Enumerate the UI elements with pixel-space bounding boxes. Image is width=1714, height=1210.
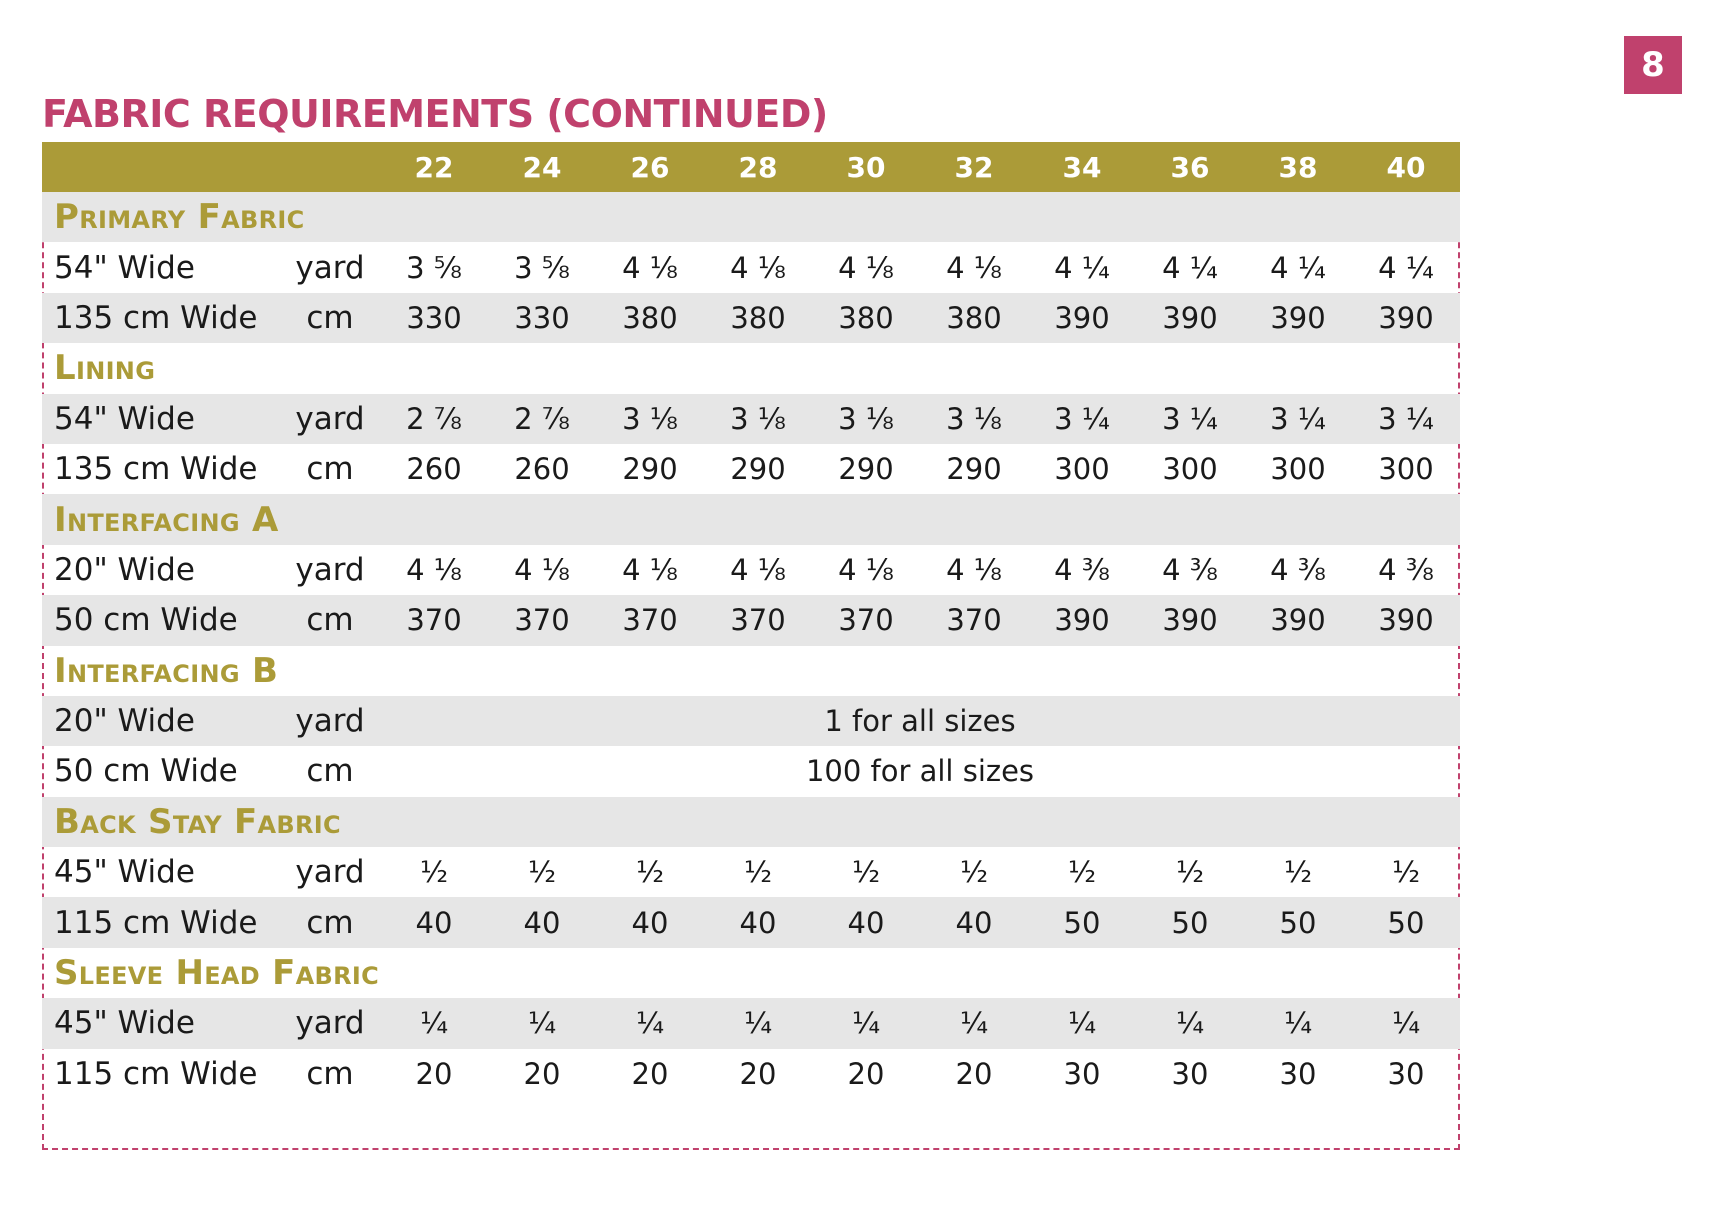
size-value-cell: 300 — [1270, 452, 1326, 487]
size-header: 24 — [522, 150, 562, 184]
size-value-cell: 20 — [739, 1056, 777, 1091]
size-value-cell: 390 — [1378, 603, 1434, 638]
size-value-cell: 30 — [1279, 1056, 1317, 1091]
size-value-cell: 370 — [838, 603, 894, 638]
row-unit: cm — [306, 602, 354, 639]
size-value-cell: 2 ⅞ — [406, 401, 462, 436]
size-value-cell: 4 ⅛ — [838, 250, 894, 285]
row-label: 50 cm Wide — [54, 753, 238, 790]
size-value-cell: 40 — [955, 905, 993, 940]
size-value-cell: 3 ⅝ — [514, 250, 570, 285]
section-heading-row — [42, 797, 1460, 847]
size-value-cell: 290 — [730, 452, 786, 487]
row-unit: cm — [306, 1055, 354, 1092]
size-value-cell: 20 — [523, 1056, 561, 1091]
size-value-cell: 290 — [622, 452, 678, 487]
size-value-cell: ¼ — [635, 1006, 665, 1041]
size-value-cell: ½ — [851, 855, 881, 890]
section-heading: Primary Fabric — [54, 197, 305, 238]
row-unit: yard — [295, 703, 365, 740]
all-sizes-value: 1 for all sizes — [824, 704, 1016, 739]
size-value-cell: 50 — [1387, 905, 1425, 940]
size-value-cell: 4 ⅛ — [514, 552, 570, 587]
size-value-cell: ½ — [1283, 855, 1313, 890]
row-unit: yard — [295, 854, 365, 891]
size-value-cell: 390 — [1162, 300, 1218, 335]
size-value-cell: 300 — [1162, 452, 1218, 487]
row-unit: yard — [295, 551, 365, 588]
size-value-cell: 30 — [1063, 1056, 1101, 1091]
table-row — [42, 293, 1460, 343]
size-value-cell: 3 ⅛ — [622, 401, 678, 436]
section-heading: Lining — [54, 348, 156, 389]
size-value-cell: 4 ⅜ — [1270, 552, 1326, 587]
size-value-cell: 4 ⅛ — [838, 552, 894, 587]
row-label: 115 cm Wide — [54, 1055, 258, 1092]
size-value-cell: 290 — [838, 452, 894, 487]
row-label: 54" Wide — [54, 249, 195, 286]
fabric-requirements-table — [42, 142, 1460, 1099]
size-value-cell: ¼ — [1067, 1006, 1097, 1041]
section-heading-row — [42, 343, 1460, 393]
size-value-cell: ½ — [419, 855, 449, 890]
size-value-cell: 370 — [514, 603, 570, 638]
size-value-cell: 300 — [1054, 452, 1110, 487]
row-label: 50 cm Wide — [54, 602, 238, 639]
size-value-cell: 4 ⅛ — [622, 552, 678, 587]
size-header: 34 — [1062, 150, 1102, 184]
size-value-cell: 4 ¼ — [1270, 250, 1326, 285]
size-value-cell: 4 ⅛ — [730, 552, 786, 587]
size-value-cell: 50 — [1063, 905, 1101, 940]
size-value-cell: ½ — [743, 855, 773, 890]
section-heading: Sleeve Head Fabric — [54, 953, 380, 994]
table-row — [42, 998, 1460, 1048]
row-unit: cm — [306, 299, 354, 336]
size-value-cell: 4 ⅛ — [406, 552, 462, 587]
size-value-cell: ½ — [635, 855, 665, 890]
all-sizes-value: 100 for all sizes — [805, 754, 1035, 789]
size-value-cell: ¼ — [851, 1006, 881, 1041]
table-row — [42, 847, 1460, 897]
size-value-cell: ½ — [1175, 855, 1205, 890]
size-value-cell: ½ — [527, 855, 557, 890]
section-heading: Interfacing B — [54, 650, 279, 691]
size-value-cell: 370 — [946, 603, 1002, 638]
size-value-cell: ½ — [1067, 855, 1097, 890]
row-unit: cm — [306, 904, 354, 941]
size-value-cell: 390 — [1270, 300, 1326, 335]
size-value-cell: 4 ⅜ — [1378, 552, 1434, 587]
size-value-cell: 20 — [847, 1056, 885, 1091]
size-value-cell: 260 — [406, 452, 462, 487]
size-header: 22 — [414, 150, 454, 184]
size-value-cell: 380 — [622, 300, 678, 335]
size-value-cell: 4 ⅛ — [622, 250, 678, 285]
table-row — [42, 595, 1460, 645]
table-body — [42, 192, 1460, 1099]
row-label: 20" Wide — [54, 703, 195, 740]
size-value-cell: 40 — [847, 905, 885, 940]
row-unit: yard — [295, 249, 365, 286]
row-label: 115 cm Wide — [54, 904, 258, 941]
table-row — [42, 394, 1460, 444]
size-value-cell: 370 — [406, 603, 462, 638]
size-value-cell: 4 ¼ — [1378, 250, 1434, 285]
size-value-cell: 40 — [631, 905, 669, 940]
section-heading: Interfacing A — [54, 499, 279, 540]
row-unit: cm — [306, 753, 354, 790]
size-value-cell: 20 — [955, 1056, 993, 1091]
size-value-cell: 380 — [730, 300, 786, 335]
size-value-cell: 20 — [415, 1056, 453, 1091]
size-value-cell: 3 ¼ — [1162, 401, 1218, 436]
size-value-cell: 390 — [1054, 300, 1110, 335]
size-header-row — [42, 142, 1460, 192]
size-value-cell: 50 — [1171, 905, 1209, 940]
size-value-cell: 30 — [1387, 1056, 1425, 1091]
size-value-cell: 390 — [1270, 603, 1326, 638]
section-heading-row — [42, 948, 1460, 998]
size-value-cell: ¼ — [419, 1006, 449, 1041]
size-value-cell: ¼ — [1175, 1006, 1205, 1041]
size-value-cell: ½ — [959, 855, 989, 890]
size-value-cell: ½ — [1391, 855, 1421, 890]
size-value-cell: 3 ⅛ — [730, 401, 786, 436]
size-value-cell: 390 — [1162, 603, 1218, 638]
row-unit: yard — [295, 1005, 365, 1042]
section-heading: Back Stay Fabric — [54, 801, 341, 842]
size-value-cell: 4 ⅜ — [1054, 552, 1110, 587]
size-value-cell: ¼ — [1283, 1006, 1313, 1041]
size-value-cell: 2 ⅞ — [514, 401, 570, 436]
page-title: FABRIC REQUIREMENTS (CONTINUED) — [42, 92, 828, 136]
size-value-cell: 50 — [1279, 905, 1317, 940]
table-row — [42, 696, 1460, 746]
row-unit: yard — [295, 400, 365, 437]
size-value-cell: 380 — [838, 300, 894, 335]
size-value-cell: 4 ⅜ — [1162, 552, 1218, 587]
table-row — [42, 242, 1460, 292]
size-value-cell: 3 ¼ — [1378, 401, 1434, 436]
size-value-cell: 40 — [415, 905, 453, 940]
size-value-cell: 4 ⅛ — [946, 250, 1002, 285]
row-label: 45" Wide — [54, 854, 195, 891]
size-value-cell: 3 ⅛ — [946, 401, 1002, 436]
table-row — [42, 444, 1460, 494]
size-value-cell: 390 — [1378, 300, 1434, 335]
size-value-cell: ¼ — [527, 1006, 557, 1041]
size-header: 40 — [1386, 150, 1426, 184]
size-value-cell: 370 — [730, 603, 786, 638]
size-header: 36 — [1170, 150, 1210, 184]
row-label: 20" Wide — [54, 551, 195, 588]
size-value-cell: 20 — [631, 1056, 669, 1091]
size-value-cell: 4 ⅛ — [730, 250, 786, 285]
row-label: 54" Wide — [54, 400, 195, 437]
size-value-cell: 3 ⅝ — [406, 250, 462, 285]
table-row — [42, 746, 1460, 796]
table-row — [42, 1049, 1460, 1099]
size-header: 28 — [738, 150, 778, 184]
row-label: 135 cm Wide — [54, 451, 258, 488]
size-value-cell: 290 — [946, 452, 1002, 487]
size-header: 26 — [630, 150, 670, 184]
size-value-cell: 260 — [514, 452, 570, 487]
table-row — [42, 897, 1460, 947]
table-row — [42, 545, 1460, 595]
row-unit: cm — [306, 451, 354, 488]
size-value-cell: 3 ¼ — [1270, 401, 1326, 436]
row-label: 45" Wide — [54, 1005, 195, 1042]
section-heading-row — [42, 192, 1460, 242]
size-header: 32 — [954, 150, 994, 184]
size-value-cell: 390 — [1054, 603, 1110, 638]
size-value-cell: ¼ — [1391, 1006, 1421, 1041]
row-label: 135 cm Wide — [54, 299, 258, 336]
size-value-cell: 40 — [739, 905, 777, 940]
page-number-badge: 8 — [1624, 36, 1682, 94]
section-heading-row — [42, 646, 1460, 696]
size-value-cell: 4 ¼ — [1054, 250, 1110, 285]
size-value-cell: 330 — [514, 300, 570, 335]
size-value-cell: ¼ — [743, 1006, 773, 1041]
header-blank-unit — [280, 142, 380, 192]
size-value-cell: 4 ¼ — [1162, 250, 1218, 285]
size-value-cell: 4 ⅛ — [946, 552, 1002, 587]
size-value-cell: ¼ — [959, 1006, 989, 1041]
size-value-cell: 3 ¼ — [1054, 401, 1110, 436]
size-header: 38 — [1278, 150, 1318, 184]
size-header: 30 — [846, 150, 886, 184]
size-value-cell: 370 — [622, 603, 678, 638]
header-blank-label — [42, 142, 280, 192]
size-value-cell: 30 — [1171, 1056, 1209, 1091]
section-heading-row — [42, 494, 1460, 544]
size-value-cell: 300 — [1378, 452, 1434, 487]
size-value-cell: 380 — [946, 300, 1002, 335]
size-value-cell: 330 — [406, 300, 462, 335]
size-value-cell: 3 ⅛ — [838, 401, 894, 436]
size-value-cell: 40 — [523, 905, 561, 940]
